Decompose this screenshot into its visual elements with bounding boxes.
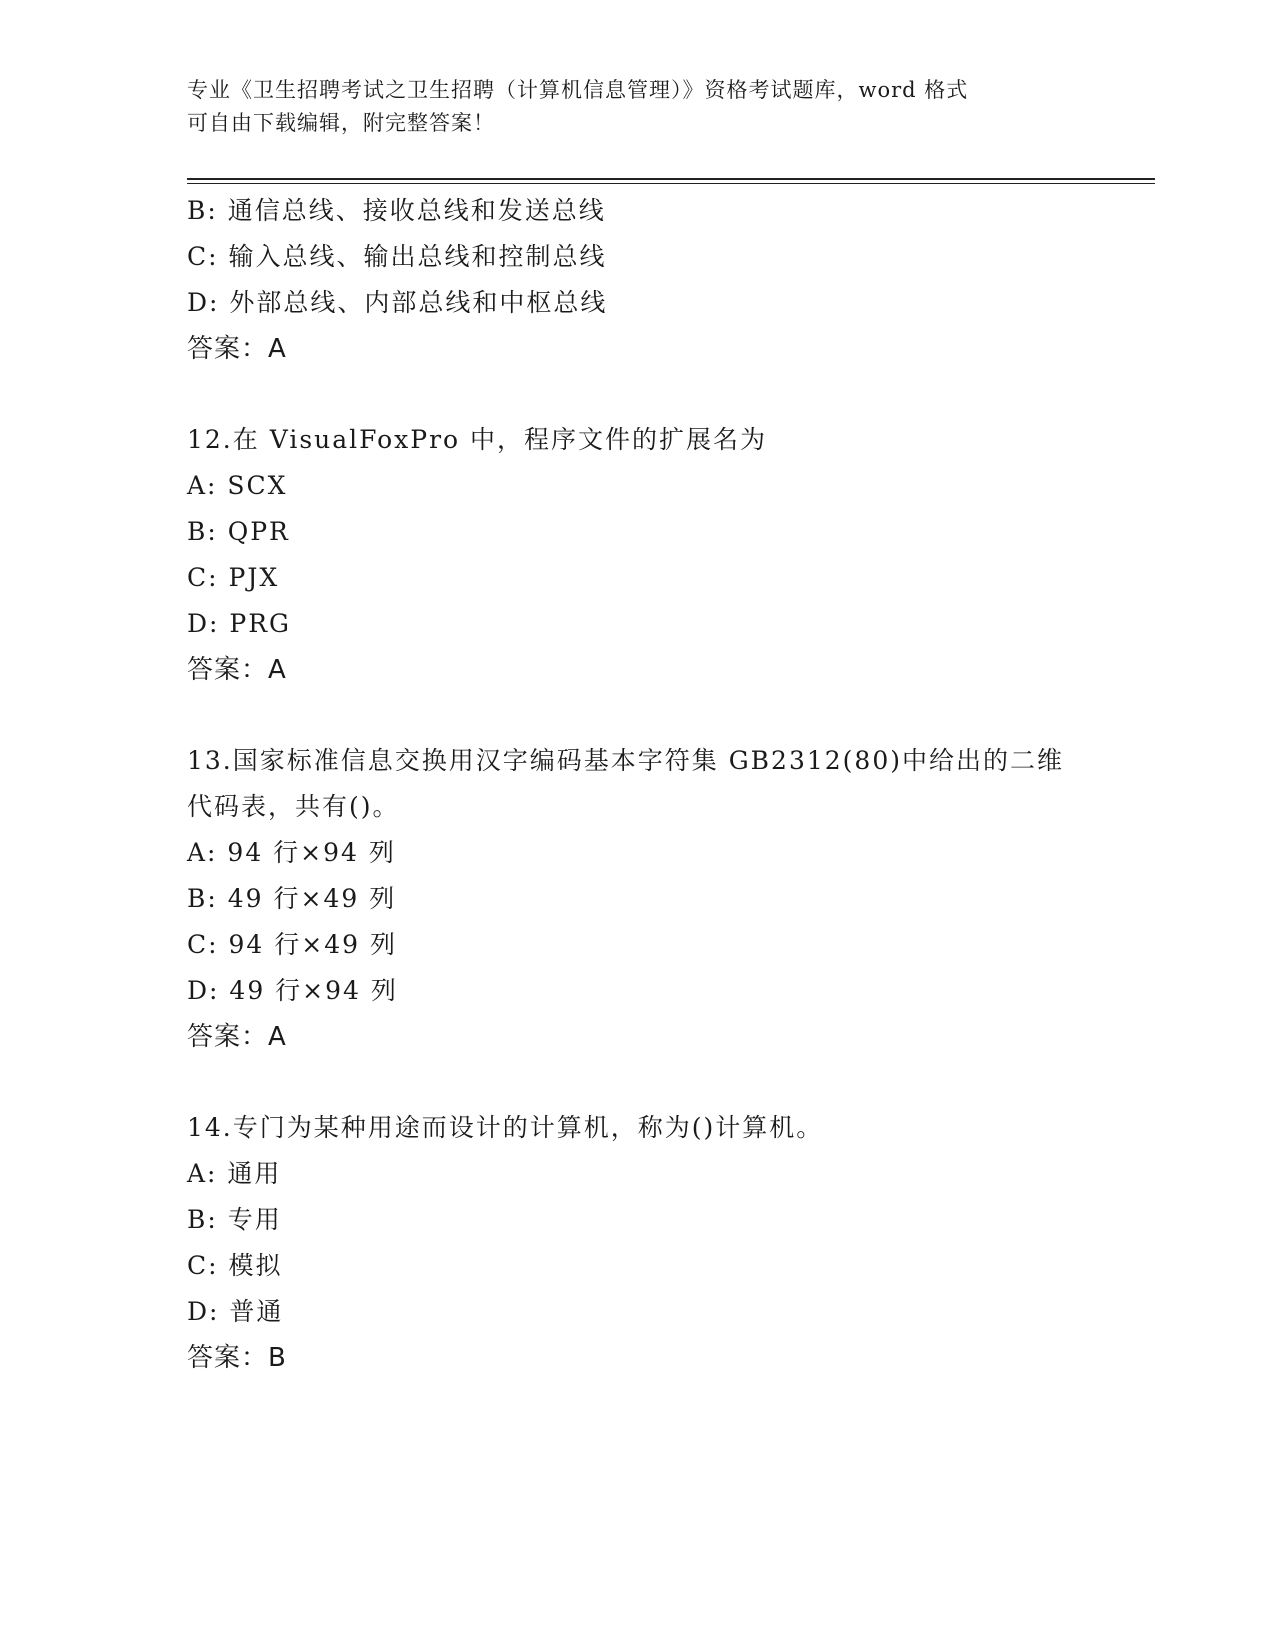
header-divider-thin [187,183,1155,184]
question-text: 14.专门为某种用途而设计的计算机，称为()计算机。 [187,1113,824,1142]
option-c: C: 94 行×49 列 [187,930,397,959]
answer: 答案：A [187,1022,287,1052]
question-text: 12.在 VisualFoxPro 中，程序文件的扩展名为 [187,425,768,454]
answer: 答案：A [187,334,287,364]
question-12 [187,417,1155,693]
question-text-line-1: 13.国家标准信息交换用汉字编码基本字符集 GB2312(80)中给出的二维 [187,746,1064,775]
question-11-tail [187,188,1155,372]
answer: 答案：B [187,1343,287,1373]
document-header [187,74,1087,140]
option-a: A: 通用 [187,1159,282,1188]
option-b: B: 通信总线、接收总线和发送总线 [187,196,606,225]
option-c: C: PJX [187,563,280,592]
header-line-2: 可自由下载编辑，附完整答案！ [187,111,495,135]
question-text-line-2: 代码表，共有()。 [187,792,400,821]
option-b: B: 49 行×49 列 [187,884,397,913]
question-14 [187,1105,1155,1381]
option-d: D: PRG [187,609,292,638]
question-list [187,188,1155,1381]
option-d: D: 49 行×94 列 [187,976,398,1005]
option-b: B: 专用 [187,1205,282,1234]
option-c: C: 模拟 [187,1251,283,1280]
option-a: A: 94 行×94 列 [187,838,396,867]
option-c: C: 输入总线、输出总线和控制总线 [187,242,607,271]
option-d: D: 外部总线、内部总线和中枢总线 [187,288,608,317]
header-divider-thick [187,178,1155,180]
option-d: D: 普通 [187,1297,284,1326]
option-a: A: SCX [187,471,288,500]
header-line-1: 专业《卫生招聘考试之卫生招聘（计算机信息管理）》资格考试题库，word 格式 [187,78,969,102]
question-13 [187,738,1155,1060]
answer: 答案：A [187,655,287,685]
option-b: B: QPR [187,517,290,546]
